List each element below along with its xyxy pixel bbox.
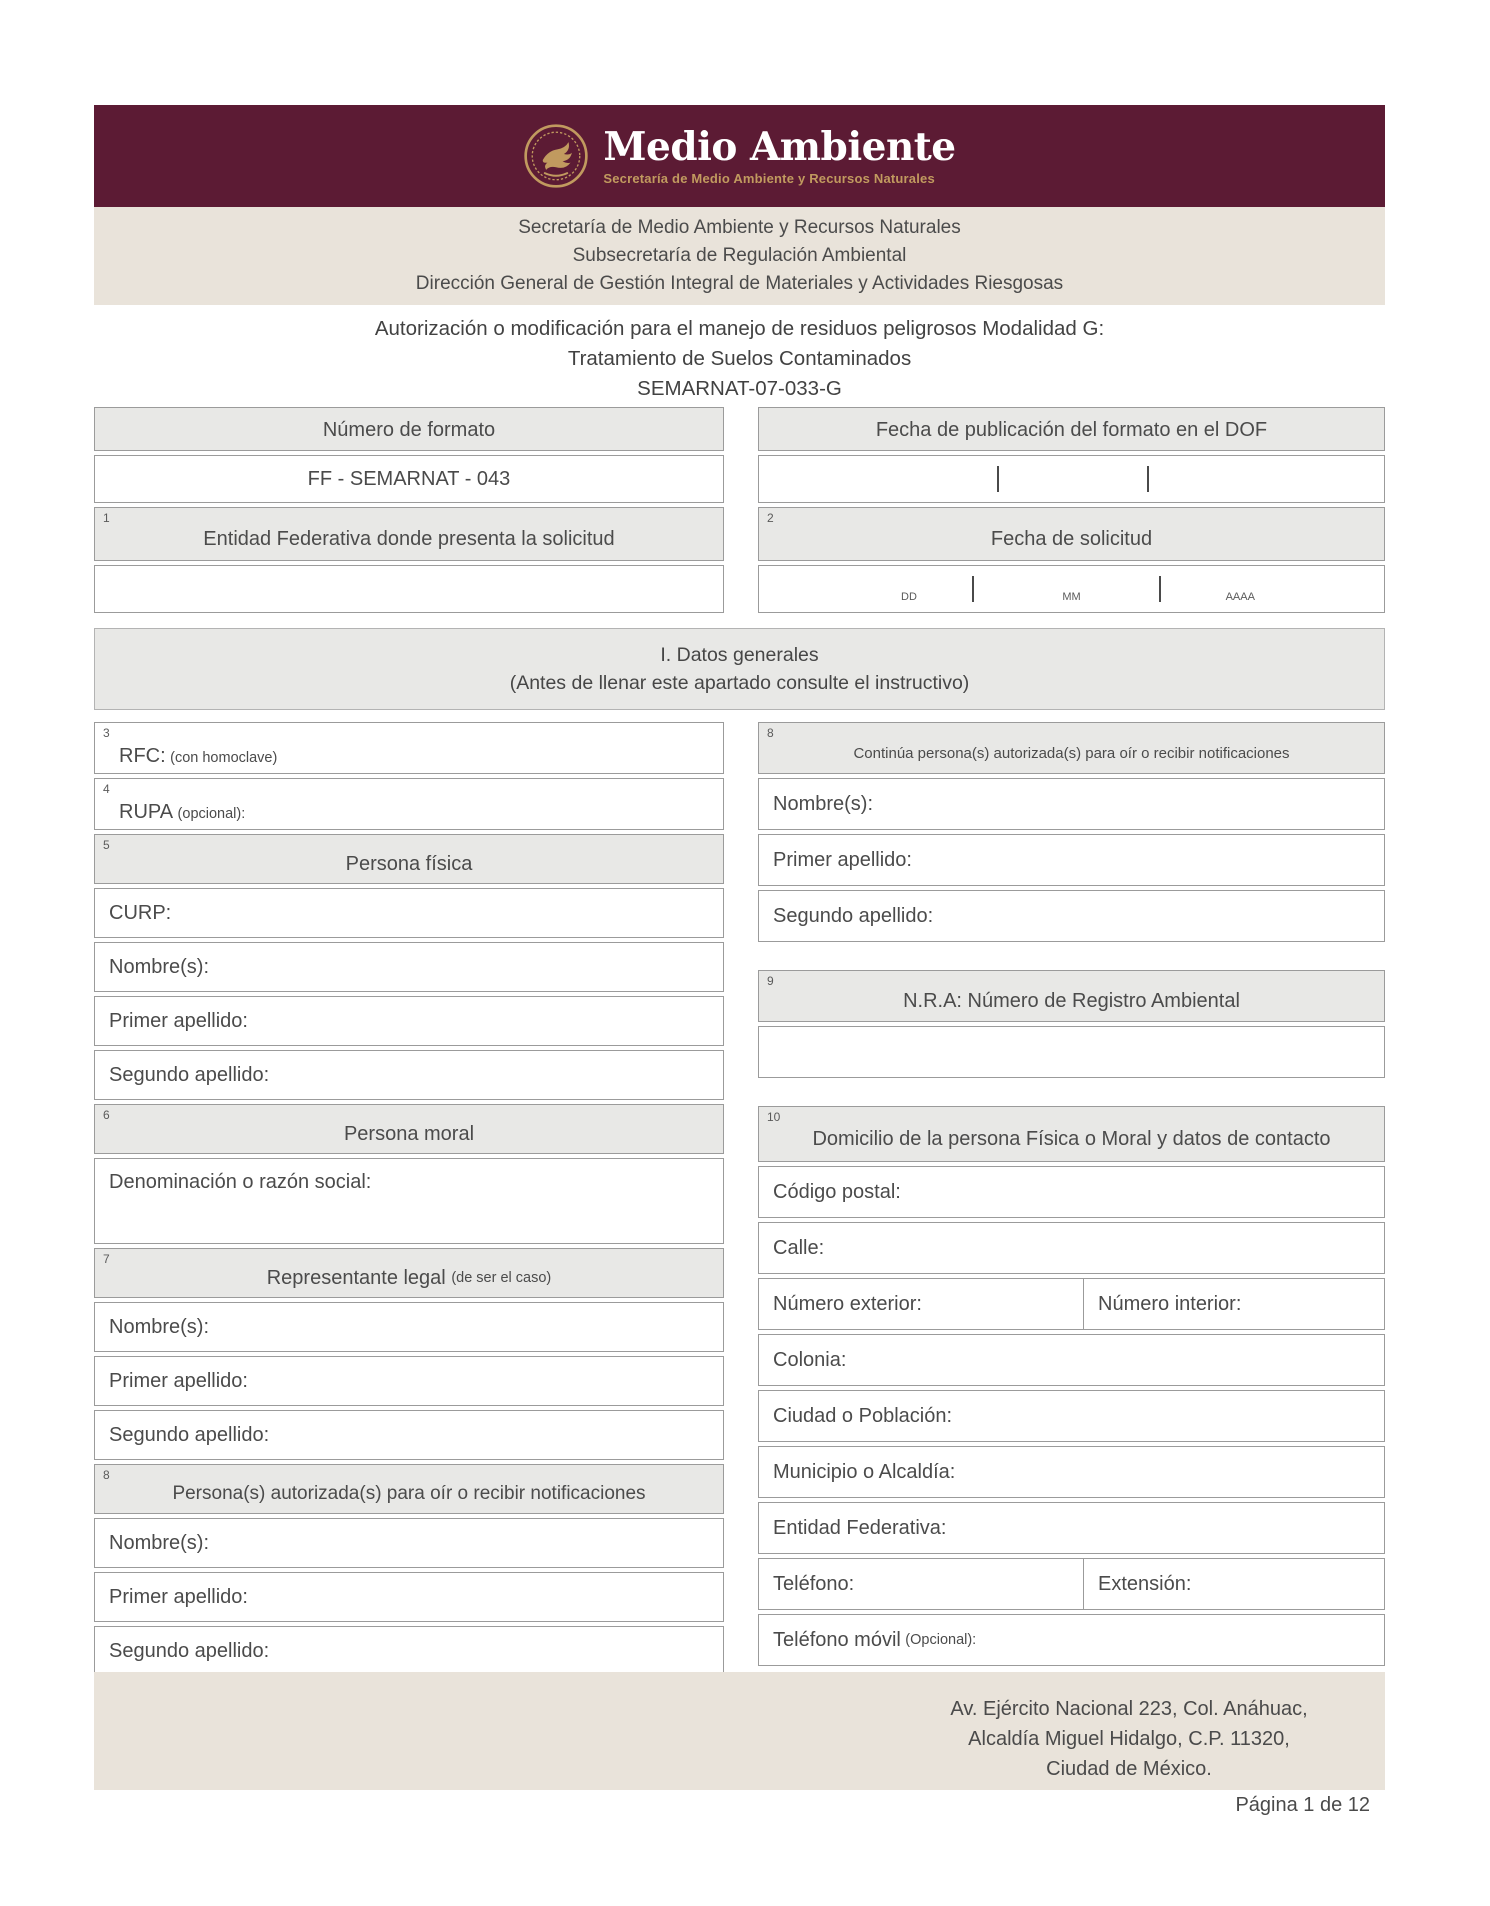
field-telefono-movil[interactable]	[758, 1614, 1385, 1666]
logo-text	[603, 123, 956, 186]
dof-date-input[interactable]	[758, 455, 1385, 503]
aaaa-label: AAAA	[1225, 591, 1255, 603]
field-pf-segundo-apellido[interactable]	[94, 1050, 724, 1100]
field-telefono-row	[758, 1558, 1385, 1610]
nombre-label: Nombre(s):	[109, 1315, 210, 1338]
solicitud-date-input[interactable]	[758, 565, 1385, 613]
field-pa-segundo-apellido[interactable]	[94, 1626, 724, 1676]
primer-apellido-label: Primer apellido:	[773, 848, 912, 871]
address-line-2: Alcaldía Miguel Hidalgo, C.P. 11320,	[968, 1728, 1290, 1750]
address-line-1: Av. Ejército Nacional 223, Col. Anáhuac,	[950, 1698, 1308, 1720]
field-number: 5	[103, 838, 110, 852]
primer-apellido-label: Primer apellido:	[109, 1009, 248, 1032]
field-number: 1	[103, 511, 110, 525]
column-gap	[758, 946, 1385, 970]
representante-legal-header	[94, 1248, 724, 1298]
calle-label: Calle:	[773, 1236, 825, 1259]
field-c-primer-apellido[interactable]	[758, 834, 1385, 886]
field-pa-primer-apellido[interactable]	[94, 1572, 724, 1622]
field-entidad-federativa[interactable]	[758, 1502, 1385, 1554]
field-rfc[interactable]	[94, 722, 724, 774]
municipio-label: Municipio o Alcaldía:	[773, 1460, 956, 1483]
rep-legal-label: Representante legal	[266, 1266, 446, 1289]
domicilio-header: 10 Domicilio de la persona Física o Moral y datos de contacto	[758, 1106, 1385, 1162]
field-c-nombre[interactable]	[758, 778, 1385, 830]
field-pa-nombre[interactable]	[94, 1518, 724, 1568]
date-divider	[972, 576, 974, 602]
field-rl-nombre[interactable]	[94, 1302, 724, 1352]
page-number: Página 1 de 12	[1235, 1794, 1370, 1816]
column-gap	[758, 1082, 1385, 1106]
codigo-postal-label: Código postal:	[773, 1180, 901, 1203]
field-numero-interior[interactable]	[1084, 1279, 1384, 1329]
org-line-1: Secretaría de Medio Ambiente y Recursos Naturales	[518, 217, 961, 238]
footer-address	[879, 1694, 1379, 1784]
right-column	[758, 722, 1385, 1670]
entidad-federativa-input[interactable]	[94, 565, 724, 613]
section-1-title: I. Datos generales	[660, 644, 819, 666]
field-nra-input[interactable]	[758, 1026, 1385, 1078]
ciudad-label: Ciudad o Población:	[773, 1404, 953, 1427]
header-maroon-band	[94, 105, 1385, 207]
nra-header: 9 N.R.A: Número de Registro Ambiental	[758, 970, 1385, 1022]
numero-exterior-label: Número exterior:	[773, 1292, 922, 1315]
field-extension[interactable]	[1084, 1559, 1384, 1609]
curp-label: CURP:	[109, 901, 172, 924]
extension-label: Extensión:	[1098, 1572, 1192, 1595]
org-header-band	[94, 207, 1385, 305]
field-pf-nombre[interactable]	[94, 942, 724, 992]
numero-interior-label: Número interior:	[1098, 1292, 1242, 1315]
title-line-3: SEMARNAT-07-033-G	[637, 377, 842, 400]
nombre-label: Nombre(s):	[109, 1531, 210, 1554]
nombre-label: Nombre(s):	[773, 792, 874, 815]
format-number-value: FF - SEMARNAT - 043	[94, 455, 724, 503]
title-line-2: Tratamiento de Suelos Contaminados	[567, 347, 912, 370]
denominacion-label: Denominación o razón social:	[109, 1171, 372, 1193]
mm-label: MM	[1062, 591, 1081, 603]
field-telefono[interactable]	[759, 1559, 1084, 1609]
field-curp[interactable]	[94, 888, 724, 938]
org-line-2: Subsecretaría de Regulación Ambiental	[572, 245, 907, 266]
persona-autorizada-header: 8 Persona(s) autorizada(s) para oír o recibir notificaciones	[94, 1464, 724, 1514]
entidad-federativa-label: Entidad Federativa:	[773, 1516, 947, 1539]
field-number: 3	[103, 726, 110, 740]
logo-title: Medio Ambiente	[603, 123, 956, 170]
rfc-hint: (con homoclave)	[170, 750, 278, 766]
field-ciudad[interactable]	[758, 1390, 1385, 1442]
solicitud-date-header: 2 Fecha de solicitud	[758, 507, 1385, 561]
footer-band	[94, 1672, 1385, 1790]
primer-apellido-label: Primer apellido:	[109, 1369, 248, 1392]
field-number: 8	[767, 726, 774, 740]
field-number: 6	[103, 1108, 110, 1122]
field-numero-row	[758, 1278, 1385, 1330]
field-number: 7	[103, 1252, 110, 1266]
field-number: 9	[767, 974, 774, 988]
section-1-subtitle: (Antes de llenar este apartado consulte el instructivo)	[509, 672, 970, 694]
document-title	[94, 314, 1385, 404]
dd-label: DD	[901, 591, 917, 603]
field-number: 8	[103, 1468, 110, 1482]
telefono-label: Teléfono:	[773, 1572, 855, 1595]
telefono-movil-hint: (Opcional):	[905, 1632, 977, 1648]
field-rl-segundo-apellido[interactable]	[94, 1410, 724, 1460]
segundo-apellido-label: Segundo apellido:	[773, 904, 934, 927]
colonia-label: Colonia:	[773, 1348, 847, 1371]
rfc-label: RFC:	[119, 745, 166, 767]
persona-moral-header: 6 Persona moral	[94, 1104, 724, 1154]
field-denominacion[interactable]	[94, 1158, 724, 1244]
date-divider	[1147, 466, 1149, 492]
rupa-hint: (opcional):	[177, 806, 246, 822]
telefono-movil-label: Teléfono móvil	[773, 1628, 901, 1651]
segundo-apellido-label: Segundo apellido:	[109, 1063, 270, 1086]
field-municipio[interactable]	[758, 1446, 1385, 1498]
nombre-label: Nombre(s):	[109, 955, 210, 978]
field-rupa[interactable]	[94, 778, 724, 830]
date-divider	[1159, 576, 1161, 602]
field-codigo-postal[interactable]	[758, 1166, 1385, 1218]
semarnat-logo	[523, 123, 955, 189]
entidad-federativa-header: 1 Entidad Federativa donde presenta la solicitud	[94, 507, 724, 561]
field-rl-primer-apellido[interactable]	[94, 1356, 724, 1406]
field-number: 2	[767, 511, 774, 525]
left-column	[94, 722, 724, 1680]
format-number-header: Número de formato	[94, 407, 724, 451]
field-number: 10	[767, 1110, 781, 1124]
field-numero-exterior[interactable]	[759, 1279, 1084, 1329]
segundo-apellido-label: Segundo apellido:	[109, 1423, 270, 1446]
title-line-1: Autorización o modificación para el manejo de residuos peligrosos Modalidad G:	[374, 317, 1105, 340]
segundo-apellido-label: Segundo apellido:	[109, 1639, 270, 1662]
org-line-3: Dirección General de Gestión Integral de Materiales y Actividades Riesgosas	[415, 273, 1064, 294]
rupa-label: RUPA	[119, 801, 174, 823]
format-number-box	[94, 407, 724, 617]
dof-date-header: Fecha de publicación del formato en el DOF	[758, 407, 1385, 451]
field-pf-primer-apellido[interactable]	[94, 996, 724, 1046]
field-colonia[interactable]	[758, 1334, 1385, 1386]
primer-apellido-label: Primer apellido:	[109, 1585, 248, 1608]
date-divider	[997, 466, 999, 492]
address-line-3: Ciudad de México.	[1046, 1758, 1212, 1780]
field-c-segundo-apellido[interactable]	[758, 890, 1385, 942]
continua-autorizada-header: 8 Continúa persona(s) autorizada(s) para oír o recibir notificaciones	[758, 722, 1385, 774]
rep-legal-hint: (de ser el caso)	[451, 1270, 552, 1286]
field-calle[interactable]	[758, 1222, 1385, 1274]
section-1-banner	[94, 628, 1385, 710]
field-number: 4	[103, 782, 110, 796]
dates-box	[758, 407, 1385, 617]
logo-subtitle: Secretaría de Medio Ambiente y Recursos Naturales	[603, 170, 935, 186]
persona-fisica-header: 5 Persona física	[94, 834, 724, 884]
mexican-coat-of-arms-icon	[523, 123, 589, 189]
